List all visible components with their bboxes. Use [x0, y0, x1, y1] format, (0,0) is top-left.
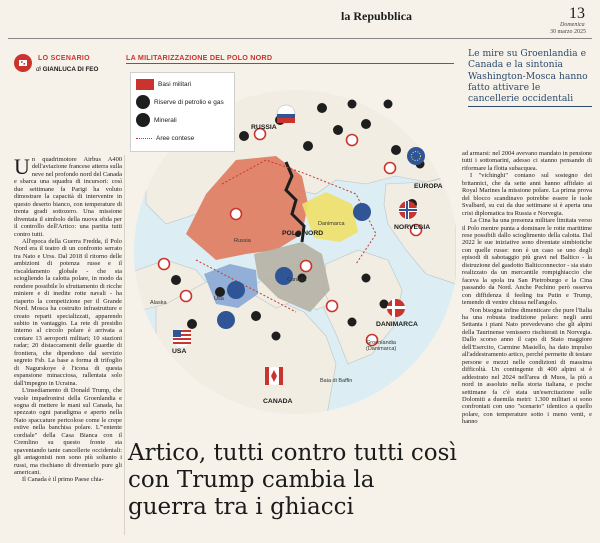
- label-canada: CANADA: [263, 398, 293, 405]
- flag-usa: [173, 329, 191, 347]
- label-russia: RUSSIA: [251, 124, 277, 131]
- label-polo-nord: POLO NORD: [282, 230, 324, 237]
- newspaper-logo: la Repubblica: [341, 9, 413, 23]
- oil-drop-icon: [136, 95, 150, 109]
- dotted-line-icon: [136, 138, 152, 139]
- subhead-rule: [468, 106, 592, 107]
- flag-canada: [265, 367, 283, 385]
- right-paragraph-4: Non bisogna infine dimenticare che pure l'Italia ha una robusta tradizione polare: negli anni Settanta i piani Nato prevedevano che gli alpini della Taurinense venissero rischierati in Norvegia. Dallo scorso anno il capo di Stato maggiore dell'Esercito, Carmine Masiello, ha dato impulso all'addestramento artico, perché permette di testare persone e mezzi nelle condizioni di massima difficoltà. Un contingente di 400 alpini si è addestrato nel 2024 nell'area di Muos, la più a nord in assoluto nella storia italiana, e poche settimane fa c'è stata un'esercitazione sulle Dolomiti a duemila metri: 1.300 militari si sono confrontati con uno "scenario" identico a quello polare, con temperature sotto i meno venti, e hanno: [462, 306, 592, 426]
- label-danimarca: DANIMARCA: [376, 321, 418, 328]
- legend-item-minerali: Minerali: [136, 113, 177, 127]
- military-base-swatch: [136, 79, 154, 90]
- label-usa: USA: [172, 348, 187, 355]
- dropcap: U: [14, 154, 30, 179]
- article-right-column: [462, 150, 592, 426]
- byline-prefix: di: [36, 66, 41, 73]
- label-groenlandia: Groenlandia (Danimarca): [366, 340, 397, 352]
- scenario-tag: [14, 54, 32, 72]
- section-label: LO SCENARIO: [38, 55, 90, 62]
- issue-day: Domenica: [560, 22, 585, 28]
- mineral-icon: [136, 113, 150, 127]
- headline: Artico, tutti contro tutti così con Trump cambia la guerra tra i ghiacci: [128, 440, 457, 520]
- label-zone-russia: Russia: [234, 238, 251, 244]
- byline: [36, 66, 98, 73]
- flag-russia: [277, 105, 295, 123]
- legend-item-riserve: Riserve di petrolio e gas: [136, 95, 224, 109]
- legend-item-basi: Basi militari: [136, 77, 191, 91]
- issue-date: 30 marzo 2025: [550, 29, 586, 35]
- label-zone-canada: Canada: [287, 277, 307, 283]
- label-norvegia: NORVEGIA: [394, 224, 431, 231]
- flag-norway: [399, 201, 417, 219]
- map-icon: [18, 58, 28, 68]
- label-zone-danimarca: Danimarca: [318, 221, 345, 227]
- paragraph-3: L'insediamento di Donald Trump, che vuole impadronirsi della Groenlandia e sogna di mettere le mani sul Canada, ha spezzato ogni paradigma e aperto nella Nato spaccature pericolose come le crepe estive nella banchisa polare. L'"entente cordiale" della Casa Bianca con il Cremlino su questo fronte sta spaventando tante cancellerie occidentali: gli antagonisti non sono più soltanto i russi, ma rischiano di diventarlo pure gli americani.: [14, 387, 122, 477]
- label-europa: EUROPA: [414, 183, 443, 190]
- label-zone-usa: Usa: [214, 296, 224, 302]
- flag-eu: [407, 147, 425, 165]
- paragraph-4: Il Canada è il primo Paese chia-: [22, 476, 104, 484]
- paragraph-1: Un quadrimotore Airbus A400 dell'aviazione francese atterra sulla neve nel profondo nord del Canada e sbarca una squadra di incursori: così due settimane fa Parigi ha voluto dimostrare la capacità di intervenire in questo deserto bianco, con temperature di trenta gradi sottozero. Una missione diventata il simbolo della nuova sfida per il controllo dell'Artico: una partita tutti contro tutti.: [14, 154, 122, 238]
- label-alaska: Alaska: [150, 300, 167, 306]
- right-paragraph-3: La Cina ha una presenza militare limitata verso il Polo mentre punta a dominare le rotte marittime rese possibili dallo scioglimento della calotta. Dal 2022 le sue iniziative sono diventate simbiotiche con quelle russe: non è un caso se uno degli episodi di sabotaggio più gravi nel Baltico - la distruzione del gasdotto Balticconnector - sia stato realizzato da un mercantile rompighiaccio che faceva la spola tra San Pietroburgo e la Cina passando da Nord. Anche Pechino però osserva con diffidenza il feeling tra Putin e Trump, temendo di venire chiusa nell'angolo.: [462, 217, 592, 307]
- byline-author: GIANLUCA DI FEO: [42, 66, 99, 73]
- paragraph-2: All'epoca della Guerra Fredda, il Polo Nord era il teatro di un confronto serrato tra Nato e Urss. Dal 2018 il ritorno delle ambizioni di potenza russe e il riscaldamento globale - che sta sciogliendo la calotta polare, in modo da rendere possibile lo sfruttamento di ricche miniere e di inedite rotte navali - ha riaperto la competizione per il Grande Nord. Mosca ha costruito infrastrutture e creato reparti specializzati, apparendo subito in vantaggio. La rete di presidio interno al circolo polare è arrivata a contare 13 aeroporti militari; 10 stazioni radar; 20 distaccamenti delle guardie di frontiera, che dipendono dal servizio segreto Fsb. La base a forma di trifoglio di Nagurskoye è l'icona di questa espansione minacciosa, rallentata solo dall'impegno in Ucraina.: [14, 237, 122, 387]
- top-rule: [8, 38, 592, 39]
- article-left-column: [14, 156, 122, 484]
- page-number: 13: [569, 5, 585, 22]
- legend-item-aree: Aree contese: [136, 131, 194, 145]
- masthead: [0, 0, 600, 34]
- flag-denmark: [387, 299, 405, 317]
- right-paragraph-1: ad armarsi: nel 2004 avevano mandato in pensione tutti i sottomarini, adesso ci stanno pensando di riformare la flotta subacquea.: [462, 150, 592, 172]
- label-baia-baffin: Baia di Baffin: [320, 378, 353, 384]
- subheadline: Le mire su Groenlandia e Canada e la sintonia Washington-Mosca hanno fatto attivare le cancellerie occidentali: [468, 48, 588, 105]
- map-legend: [130, 72, 235, 152]
- graphic-title: LA MILITARIZZAZIONE DEL POLO NORD: [126, 53, 273, 62]
- right-paragraph-2: I "vichinghi" contano sul sostegno dei britannici, che da sette anni hanno affidato ai Royal Marines la missione polare. La prima prova del blocco scandinavo potrebbe essere le isole Svalbard, su cui da due settimane si è aperta una crisi diplomatica tra Russia e Norvegia.: [462, 172, 592, 217]
- column-divider: [124, 155, 125, 535]
